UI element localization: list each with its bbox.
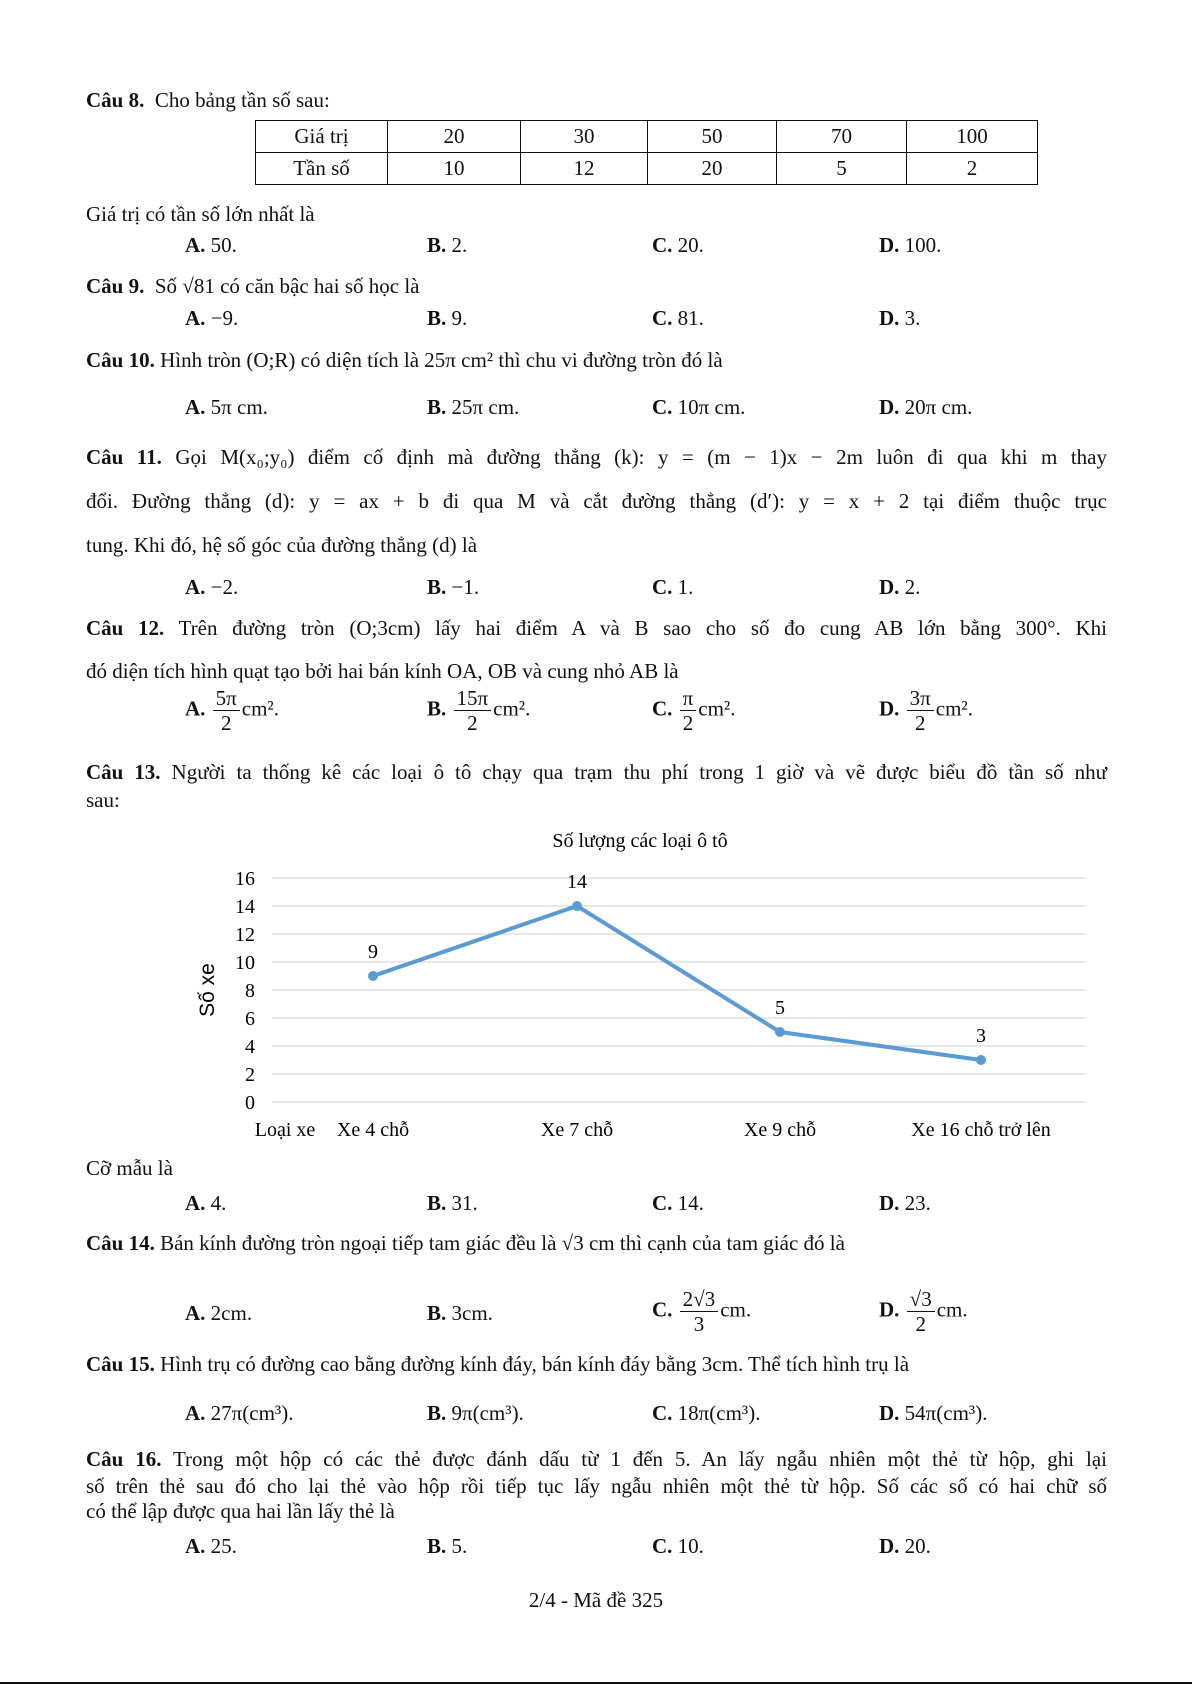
table-cell: 70 — [777, 121, 907, 153]
answer-option-c — [652, 1191, 704, 1215]
answer-option-c — [652, 575, 693, 599]
option-letter: C. — [652, 696, 673, 721]
answer-option-c — [652, 306, 704, 330]
line-chart — [180, 825, 1100, 1155]
data-label: 9 — [368, 941, 378, 963]
option-letter: D. — [879, 233, 900, 257]
q12-text: Trên đường tròn (O;3cm) lấy hai điểm A và B sao cho số đo cung AB lớn bằng 300°. Khi — [178, 616, 1107, 640]
option-text: 14. — [677, 1191, 704, 1215]
answer-option-b — [427, 395, 519, 419]
q11-text: Gọi M(x₀;y₀) điểm cố định mà đường thẳng (k): y = (m − 1)x − 2m luôn đi qua khi m thay — [175, 445, 1108, 469]
option-unit: cm². — [493, 696, 531, 721]
table-cell: 30 — [521, 121, 648, 153]
denominator: 3 — [693, 1312, 705, 1336]
option-text: 20. — [677, 233, 704, 257]
answer-option-c — [652, 686, 735, 735]
frequency-table — [255, 120, 1038, 185]
answer-option-a — [185, 1191, 226, 1215]
data-point — [572, 901, 582, 911]
y-tick-label: 2 — [245, 1064, 255, 1086]
option-letter: D. — [879, 1191, 900, 1215]
answer-option-d — [879, 1534, 931, 1558]
table-cell: 10 — [388, 153, 521, 185]
table-cell: 2 — [907, 153, 1038, 185]
numerator: √3 — [907, 1287, 935, 1312]
denominator: 2 — [220, 711, 232, 735]
y-tick-label: 4 — [245, 1036, 255, 1058]
option-letter: B. — [427, 1401, 447, 1425]
fraction — [907, 686, 934, 735]
option-text: 9. — [451, 306, 468, 330]
q14-stem — [86, 1231, 845, 1255]
table-cell: 50 — [648, 121, 777, 153]
answer-option-b — [427, 1534, 467, 1558]
data-label: 5 — [775, 997, 785, 1019]
option-letter: B. — [427, 233, 447, 257]
option-letter: A. — [185, 1534, 206, 1558]
q16-label: Câu 16. — [86, 1447, 162, 1471]
option-letter: A. — [185, 233, 206, 257]
option-text: 25π cm. — [451, 395, 520, 419]
q8-text: Cho bảng tần số sau: — [154, 88, 330, 112]
answer-option-d — [879, 306, 920, 330]
option-letter: C. — [652, 395, 673, 419]
option-text: 10π cm. — [677, 395, 746, 419]
table-row — [256, 121, 1038, 153]
y-tick-label: 0 — [245, 1092, 255, 1114]
option-letter: D. — [879, 1297, 900, 1322]
answer-option-a — [185, 1401, 293, 1425]
q16-line-1 — [86, 1447, 1107, 1471]
data-point — [775, 1027, 785, 1037]
option-text: 2. — [451, 233, 468, 257]
data-label: 3 — [976, 1025, 986, 1047]
page-footer: 2/4 - Mã đề 325 — [528, 1588, 664, 1612]
x-axis-label: Loại xe — [254, 1119, 316, 1141]
option-letter: C. — [652, 306, 673, 330]
option-text: 100. — [904, 233, 942, 257]
y-tick-label: 12 — [235, 924, 255, 946]
option-letter: D. — [879, 1401, 900, 1425]
q8-stem — [86, 88, 330, 112]
option-text: 5π cm. — [210, 395, 268, 419]
answer-option-d — [879, 1401, 987, 1425]
q14-text: Bán kính đường tròn ngoại tiếp tam giác đều là √3 cm thì cạnh của tam giác đó là — [160, 1231, 845, 1255]
option-text: 31. — [451, 1191, 478, 1215]
option-text: 10. — [677, 1534, 704, 1558]
numerator: 5π — [213, 686, 240, 711]
table-cell: 12 — [521, 153, 648, 185]
option-text: 50. — [210, 233, 237, 257]
answer-option-b — [427, 1401, 524, 1425]
x-tick-label: Xe 9 chỗ — [743, 1119, 817, 1141]
data-point — [368, 971, 378, 981]
option-letter: A. — [185, 306, 206, 330]
answer-option-a — [185, 306, 238, 330]
q9-label: Câu 9. — [86, 274, 145, 298]
option-text: 25. — [210, 1534, 237, 1558]
option-text: 81. — [677, 306, 704, 330]
option-letter: D. — [879, 306, 900, 330]
fraction — [680, 686, 697, 735]
q8-label: Câu 8. — [86, 88, 145, 112]
option-unit: cm. — [936, 1297, 968, 1322]
q8-prompt: Giá trị có tần số lớn nhất là — [86, 202, 315, 226]
answer-option-a — [185, 575, 238, 599]
option-text: 54π(cm³). — [904, 1401, 988, 1425]
q12-line-1 — [86, 616, 1107, 640]
x-tick-label: Xe 7 chỗ — [540, 1119, 614, 1141]
q13-line-2: sau: — [86, 788, 120, 812]
answer-option-a — [185, 395, 268, 419]
y-tick-label: 16 — [235, 868, 255, 890]
q15-stem — [86, 1352, 909, 1376]
option-text: 9π(cm³). — [451, 1401, 524, 1425]
answer-option-b — [427, 306, 467, 330]
option-text: 18π(cm³). — [677, 1401, 761, 1425]
answer-option-a — [185, 1301, 252, 1325]
y-tick-label: 10 — [235, 952, 255, 974]
answer-option-b — [427, 686, 530, 735]
option-unit: cm. — [720, 1297, 752, 1322]
answer-option-d — [879, 395, 972, 419]
chart-title: Số lượng các loại ô tô — [552, 830, 728, 852]
table-cell: Tần số — [256, 153, 388, 185]
q10-text: Hình tròn (O;R) có diện tích là 25π cm² thì chu vi đường tròn đó là — [160, 348, 723, 372]
table-cell: 20 — [648, 153, 777, 185]
bottom-rule — [0, 1682, 1192, 1684]
answer-option-c — [652, 1534, 704, 1558]
q10-stem — [86, 348, 723, 372]
denominator: 2 — [915, 1312, 926, 1336]
option-text: 4. — [210, 1191, 227, 1215]
option-text: 20π cm. — [904, 395, 973, 419]
fraction — [454, 686, 492, 735]
option-unit: cm². — [241, 696, 279, 721]
option-letter: A. — [185, 1301, 206, 1325]
answer-option-c — [652, 395, 745, 419]
numerator: 2√3 — [680, 1287, 719, 1312]
q11-line-1 — [86, 445, 1107, 469]
q15-label: Câu 15. — [86, 1352, 155, 1376]
denominator: 2 — [682, 711, 694, 735]
option-text: 20. — [904, 1534, 931, 1558]
data-point — [976, 1055, 986, 1065]
option-letter: D. — [879, 696, 900, 721]
fraction — [907, 1287, 935, 1336]
option-letter: B. — [427, 696, 447, 721]
option-letter: B. — [427, 306, 447, 330]
table-cell: 20 — [388, 121, 521, 153]
q12-line-2: đó diện tích hình quạt tạo bởi hai bán kính OA, OB và cung nhỏ AB là — [86, 659, 679, 683]
table-cell: 5 — [777, 153, 907, 185]
answer-option-d — [879, 1287, 968, 1336]
option-letter: C. — [652, 233, 673, 257]
y-tick-label: 14 — [235, 896, 255, 918]
option-text: 27π(cm³). — [210, 1401, 294, 1425]
series-line — [373, 906, 981, 1060]
q11-line-2: đổi. Đường thẳng (d): y = ax + b đi qua M và cắt đường thẳng (d′): y = x + 2 tại điểm thuộc trục — [86, 489, 1107, 513]
q11-line-3: tung. Khi đó, hệ số góc của đường thẳng (d) là — [86, 533, 478, 557]
option-text: −2. — [210, 575, 239, 599]
option-text: 3cm. — [451, 1301, 493, 1325]
option-letter: A. — [185, 395, 206, 419]
q14-label: Câu 14. — [86, 1231, 155, 1255]
answer-option-c — [652, 1287, 751, 1336]
q13-label: Câu 13. — [86, 760, 161, 784]
option-letter: C. — [652, 1191, 673, 1215]
answer-option-b — [427, 575, 479, 599]
option-letter: A. — [185, 1401, 206, 1425]
q9-text: Số √81 có căn bậc hai số học là — [154, 274, 420, 298]
option-text: 5. — [451, 1534, 468, 1558]
q11-label: Câu 11. — [86, 445, 162, 469]
option-letter: B. — [427, 395, 447, 419]
answer-option-c — [652, 233, 704, 257]
table-row — [256, 153, 1038, 185]
answer-option-b — [427, 233, 467, 257]
option-text: 23. — [904, 1191, 931, 1215]
answer-option-d — [879, 686, 973, 735]
answer-option-d — [879, 233, 941, 257]
option-letter: D. — [879, 1534, 900, 1558]
fraction — [680, 1287, 719, 1336]
option-letter: A. — [185, 575, 206, 599]
option-letter: B. — [427, 575, 447, 599]
option-letter: B. — [427, 1534, 447, 1558]
numerator: 15π — [454, 686, 492, 711]
table-cell: Giá trị — [256, 121, 388, 153]
fraction — [213, 686, 240, 735]
option-unit: cm². — [698, 696, 736, 721]
q16-line-3: có thể lập được qua hai lần lấy thẻ là — [86, 1499, 395, 1523]
option-text: 3. — [904, 306, 921, 330]
answer-option-d — [879, 1191, 931, 1215]
option-letter: B. — [427, 1301, 447, 1325]
numerator: π — [680, 686, 697, 711]
numerator: 3π — [907, 686, 934, 711]
answer-option-c — [652, 1401, 760, 1425]
data-label: 14 — [567, 871, 587, 893]
option-text: 1. — [677, 575, 694, 599]
option-letter: D. — [879, 395, 900, 419]
option-letter: C. — [652, 1297, 673, 1322]
answer-option-d — [879, 575, 920, 599]
option-letter: A. — [185, 696, 206, 721]
y-tick-label: 6 — [245, 1008, 255, 1030]
q15-text: Hình trụ có đường cao bằng đường kính đáy, bán kính đáy bằng 3cm. Thể tích hình trụ là — [160, 1352, 910, 1376]
q13-text: Người ta thống kê các loại ô tô chạy qua trạm thu phí trong 1 giờ và vẽ được biểu đồ tần số như — [171, 760, 1107, 784]
q16-text: Trong một hộp có các thẻ được đánh dấu từ 1 đến 5. An lấy ngẫu nhiên một thẻ từ hộp, ghi lại — [172, 1447, 1107, 1471]
x-tick-label: Xe 4 chỗ — [336, 1119, 410, 1141]
q16-line-2: số trên thẻ sau đó cho lại thẻ vào hộp rồi tiếp tục lấy ngẫu nhiên một thẻ từ hộp. Số các số có hai chữ số — [86, 1474, 1107, 1498]
answer-option-a — [185, 233, 237, 257]
option-text: 2cm. — [210, 1301, 253, 1325]
y-axis-label: Số xe — [196, 963, 219, 1017]
option-text: 2. — [904, 575, 921, 599]
q13-prompt: Cỡ mẫu là — [86, 1156, 173, 1180]
q9-stem — [86, 274, 419, 298]
denominator: 2 — [914, 711, 926, 735]
q13-line-1 — [86, 760, 1107, 784]
answer-option-b — [427, 1191, 478, 1215]
q12-label: Câu 12. — [86, 616, 165, 640]
option-letter: D. — [879, 575, 900, 599]
x-tick-label: Xe 16 chỗ trở lên — [911, 1119, 1051, 1141]
option-letter: C. — [652, 1534, 673, 1558]
answer-option-a — [185, 686, 279, 735]
y-tick-label: 8 — [245, 980, 255, 1002]
q10-label: Câu 10. — [86, 348, 155, 372]
option-letter: A. — [185, 1191, 206, 1215]
option-text: −9. — [210, 306, 239, 330]
denominator: 2 — [467, 711, 478, 735]
option-text: −1. — [451, 575, 480, 599]
table-cell: 100 — [907, 121, 1038, 153]
option-unit: cm². — [935, 696, 973, 721]
option-letter: C. — [652, 575, 673, 599]
option-letter: C. — [652, 1401, 673, 1425]
answer-option-b — [427, 1301, 493, 1325]
answer-option-a — [185, 1534, 237, 1558]
option-letter: B. — [427, 1191, 447, 1215]
